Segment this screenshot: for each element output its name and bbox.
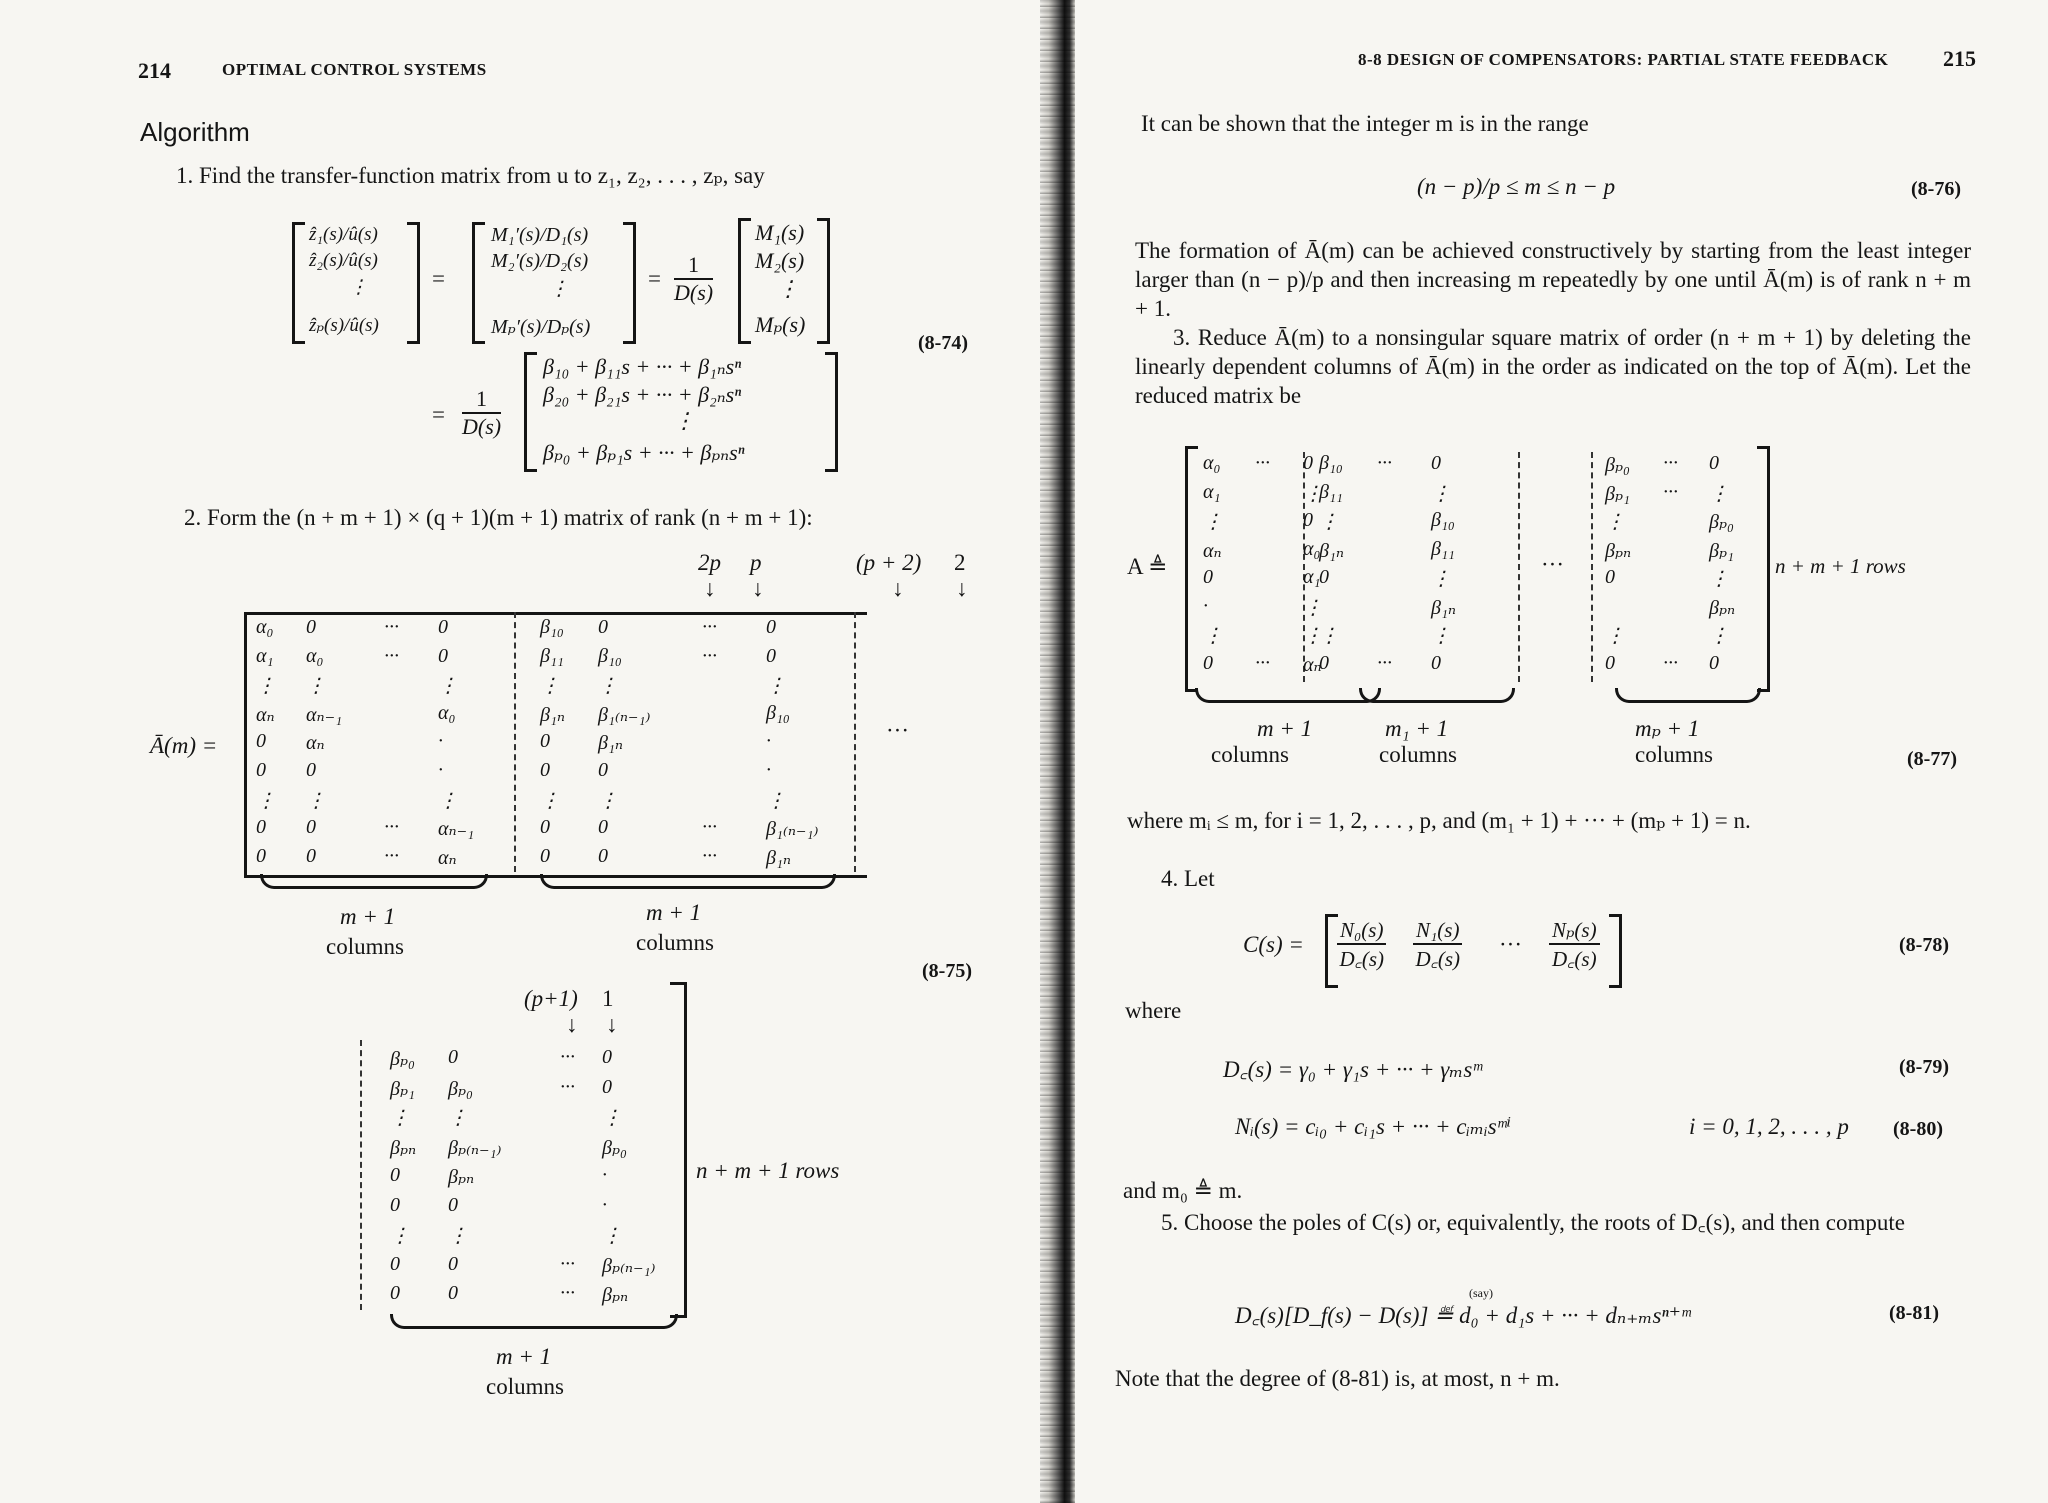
eq-number-8-77: (8-77) bbox=[1907, 748, 1957, 770]
betap-r7-c4: ⋮ bbox=[602, 1225, 622, 1247]
A-rows-label: n + m + 1 rows bbox=[1775, 554, 1906, 578]
A1-r8-c2: ··· bbox=[1255, 651, 1270, 674]
A-ellipsis: ··· bbox=[1541, 552, 1564, 577]
alpha-r9-c2: 0 bbox=[306, 844, 316, 867]
paragraph-formation: The formation of Ā(m) can be achieved constructively by starting from the least integer larger than (n − p)/p and then increasing m repeatedly by one until Ā(m) is of rank n + m + 1. bbox=[1135, 238, 1971, 321]
where-condition: where mᵢ ≤ m, for i = 1, 2, . . . , p, and (m₁ + 1) + ··· + (mₚ + 1) = n. bbox=[1127, 808, 1751, 833]
A1-r5-c3: α₁ bbox=[1303, 566, 1321, 588]
betap-r4-c1: βₚₙ bbox=[390, 1136, 417, 1159]
betap-r5-c2: βₚₙ bbox=[448, 1166, 475, 1188]
lhs-row-2: ẑ₂(s)/û(s) bbox=[309, 250, 378, 271]
right-row-4: Mₚ(s) bbox=[755, 312, 806, 337]
betap-r2-c3: ··· bbox=[560, 1075, 575, 1098]
A2-r2-c3: ⋮ bbox=[1431, 482, 1451, 505]
lhs-row-1: ẑ₁(s)/û(s) bbox=[309, 224, 378, 245]
alpha-r4-c4: α₀ bbox=[438, 701, 456, 724]
betap-r2-c4: 0 bbox=[602, 1075, 612, 1098]
eq-number-8-80: (8-80) bbox=[1893, 1118, 1943, 1140]
A2-r8-c1: 0 bbox=[1319, 651, 1329, 674]
beta-row-3: ⋮ bbox=[673, 408, 695, 433]
beta1-r9-c2: 0 bbox=[598, 844, 608, 867]
A3-r8-c3: 0 bbox=[1709, 651, 1719, 674]
A2-r1-c3: 0 bbox=[1431, 452, 1441, 474]
C-entry-p: $\frac{\text{Nₚ(s)}}{D꜀(s)}$ bbox=[1549, 918, 1600, 973]
alpha-r8-c1: 0 bbox=[256, 816, 266, 839]
alpha-r9-c1: 0 bbox=[256, 844, 266, 867]
right-running-head: 8-8 DESIGN OF COMPENSATORS: PARTIAL STATE FEEDBACK bbox=[1358, 50, 1889, 69]
A1-r4-c3: α₀ bbox=[1303, 537, 1321, 560]
A3-r5-c1: 0 bbox=[1605, 566, 1615, 588]
betap-r7-c1: ⋮ bbox=[390, 1225, 410, 1247]
A3-r2-c1: βₚ₁ bbox=[1605, 482, 1630, 505]
A1-r6-c1: · bbox=[1203, 594, 1208, 617]
beta1-r7-c2: ⋮ bbox=[598, 789, 618, 812]
lhs-row-4: ẑₚ(s)/û(s) bbox=[309, 315, 379, 336]
marker-p: p bbox=[750, 550, 762, 575]
eq-8-81-say: (say) bbox=[1469, 1286, 1493, 1300]
beta1-r1-c4: 0 bbox=[766, 616, 776, 638]
beta1-r4-c2: β₁₍ₙ₋₁₎ bbox=[598, 703, 651, 726]
eq-8-79: D꜀(s) = γ₀ + γ₁s + ··· + γₘsᵐ bbox=[1223, 1057, 1482, 1082]
A3-r1-c1: βₚ₀ bbox=[1605, 454, 1630, 476]
A-brace-3 bbox=[1615, 688, 1761, 703]
beta1-r8-c1: 0 bbox=[540, 816, 550, 839]
brace-3 bbox=[390, 1314, 678, 1329]
A2-r7-c3: ⋮ bbox=[1431, 625, 1451, 647]
A2-r5-c1: 0 bbox=[1319, 566, 1329, 588]
beta1-r2-c3: ··· bbox=[702, 644, 717, 667]
and-m0: and m₀ ≜ m. bbox=[1123, 1178, 1243, 1203]
marker-2: 2 bbox=[954, 550, 966, 575]
betap-r3-c2: ⋮ bbox=[448, 1107, 468, 1129]
step-1: 1. Find the transfer-function matrix from u to z₁, z₂, . . . , zₚ, say bbox=[176, 163, 765, 188]
A-label-1: m + 1 bbox=[1257, 716, 1313, 741]
A1-r4-c1: αₙ bbox=[1203, 539, 1222, 562]
brace-1 bbox=[260, 874, 488, 889]
left-page: 214 OPTIMAL CONTROL SYSTEMS Algorithm 1. Find the transfer-function matrix from u to z₁, z₂, . . . , zₚ, say ẑ₁(s)/û(s) ẑ₂(s)/û(s) ⋮ ẑₚ(s)/û(s) = M₁′(s)/D₁(s) M₂′(s)/D₂(s) ⋮ Mₚ′(s)/Dₚ(s) = $\frac{1}{D(s)}$ M₁(s) M₂(s) ⋮ Mₚ(s) (8-74) = $\frac{1}{D(s)}$ β₁₀ + β₁₁s + ··· + β₁ₙsⁿ β₂₀ + β₂₁s + ··· + β₂ₙsⁿ ⋮ βₚ₀ + βₚ₁s + ··· + βₚₙsⁿ 2. Form the (n + m + 1) × (q + 1)(m + 1) matrix of rank (n + m + 1): 2p p (p + 2) 2 ↓ ↓ ↓ ↓ Ā(m) = α₀ 0 ··· 0 α₁ α₀ ··· 0 ⋮ ⋮ ⋮ αₙ αₙ₋₁ α₀ 0 αₙ · 0 0 · ⋮ ⋮ ⋮ 0 0 ··· αₙ₋₁ 0 0 ··· αₙ β₁₀ 0 ··· 0 β₁₁ β₁₀ ··· 0 ⋮ ⋮ ⋮ β₁ₙ β₁₍ₙ₋₁₎ β₁₀ 0 β₁ₙ · 0 0 · ⋮ ⋮ ⋮ 0 0 ··· β₁₍ₙ₋₁₎ 0 0 ··· β₁ₙ ··· m + 1 columns m + 1 columns (8-75) (p+1) 1 ↓ ↓ βₚ₀ 0 ··· 0 βₚ₁ βₚ₀ ··· 0 ⋮ ⋮ ⋮ βₚₙ βₚ₍ₙ₋₁₎ βₚ₀ 0 βₚₙ · 0 0 · ⋮ ⋮ ⋮ 0 0 ··· βₚ₍ₙ₋₁₎ 0 0 ··· βₚₙ n + m + 1 rows m + 1 columns bbox=[138, 58, 972, 1399]
A3-r8-c1: 0 bbox=[1605, 651, 1615, 674]
beta1-r5-c2: β₁ₙ bbox=[598, 732, 624, 755]
alpha-r2-c4: 0 bbox=[438, 644, 448, 667]
A1-r7-c1: ⋮ bbox=[1203, 625, 1223, 647]
marker-1: 1 bbox=[602, 986, 614, 1011]
A-right-bracket bbox=[1757, 446, 1770, 692]
mid-row-2: M₂′(s)/D₂(s) bbox=[491, 250, 589, 272]
A1-r6-c3: ⋮ bbox=[1303, 596, 1323, 619]
betap-r9-c1: 0 bbox=[390, 1282, 400, 1304]
lhs-A-bar-m: Ā(m) = bbox=[150, 733, 218, 758]
beta-row-1: β₁₀ + β₁₁s + ··· + β₁ₙsⁿ bbox=[543, 354, 742, 379]
A1-r1-c2: ··· bbox=[1255, 452, 1270, 474]
eq-8-76: (n − p)/p ≤ m ≤ n − p bbox=[1417, 174, 1616, 199]
alpha-r7-c2: ⋮ bbox=[306, 789, 326, 812]
alpha-r7-c1: ⋮ bbox=[256, 789, 276, 812]
alpha-r5-c2: αₙ bbox=[306, 732, 325, 755]
betap-r1-c2: 0 bbox=[448, 1046, 458, 1068]
A-label-2-columns: columns bbox=[1379, 742, 1457, 767]
A2-r2-c1: β₁₁ bbox=[1319, 480, 1343, 503]
brace2-label: m + 1 bbox=[646, 900, 702, 925]
betap-r5-c4: · bbox=[602, 1164, 607, 1186]
A-brace-2 bbox=[1359, 688, 1515, 703]
alpha-r6-c4: · bbox=[438, 759, 443, 781]
alpha-r9-c4: αₙ bbox=[438, 846, 457, 869]
A2-r8-c3: 0 bbox=[1431, 651, 1441, 674]
C-dots: ··· bbox=[1499, 932, 1522, 957]
betap-r8-c3: ··· bbox=[560, 1252, 575, 1275]
eq-8-81: D꜀(s)[D_f(s) − D(s)] ≝ d₀ + d₁s + ··· + dₙ₊ₘsⁿ⁺ᵐ bbox=[1235, 1303, 1691, 1328]
betap-r1-c4: 0 bbox=[602, 1046, 612, 1068]
A1-r3-c1: ⋮ bbox=[1203, 511, 1223, 533]
brace-2 bbox=[540, 874, 836, 889]
alpha-r3-c2: ⋮ bbox=[306, 675, 326, 698]
step-2: 2. Form the (n + m + 1) × (q + 1)(m + 1) matrix of rank (n + m + 1): bbox=[184, 505, 813, 530]
beta1-r5-c1: 0 bbox=[540, 730, 550, 753]
alpha-r5-c1: 0 bbox=[256, 730, 266, 753]
A1-r8-c3: αₙ bbox=[1303, 653, 1322, 676]
A2-r5-c3: ⋮ bbox=[1431, 568, 1451, 590]
beta-matrix bbox=[524, 352, 838, 472]
betap-r6-c2: 0 bbox=[448, 1193, 458, 1216]
marker-2p: 2p bbox=[698, 550, 721, 575]
beta1-r7-c4: ⋮ bbox=[766, 789, 786, 812]
alpha-r5-c4: · bbox=[438, 730, 443, 753]
A2-r3-c1: ⋮ bbox=[1319, 511, 1339, 533]
eq-8-80-condition: i = 0, 1, 2, . . . , p bbox=[1689, 1114, 1849, 1139]
where-label: where bbox=[1125, 998, 1182, 1023]
A3-r8-c2: ··· bbox=[1663, 651, 1678, 674]
betap-r1-c1: βₚ₀ bbox=[390, 1048, 415, 1070]
alpha-r2-c2: α₀ bbox=[306, 644, 324, 667]
betap-r4-c2: βₚ₍ₙ₋₁₎ bbox=[448, 1136, 502, 1159]
mid-row-1: M₁′(s)/D₁(s) bbox=[491, 224, 589, 246]
betap-r8-c2: 0 bbox=[448, 1252, 458, 1275]
eq-number-8-74: (8-74) bbox=[918, 332, 968, 354]
A3-r1-c3: 0 bbox=[1709, 452, 1719, 474]
marker-p-plus-2: (p + 2) bbox=[856, 550, 922, 575]
beta1-r8-c2: 0 bbox=[598, 816, 608, 839]
block-ellipsis: ··· bbox=[886, 718, 909, 743]
A-brace-1 bbox=[1195, 688, 1381, 703]
betap-r5-c1: 0 bbox=[390, 1164, 400, 1186]
step-5: 5. Choose the poles of C(s) or, equivalently, the roots of D꜀(s), and then compute bbox=[1161, 1210, 1905, 1235]
A1-r1-c1: α₀ bbox=[1203, 452, 1221, 474]
alpha-r2-c3: ··· bbox=[384, 644, 399, 667]
beta1-r4-c1: β₁ₙ bbox=[540, 703, 566, 726]
betap-r2-c2: βₚ₀ bbox=[448, 1077, 473, 1100]
A1-r5-c1: 0 bbox=[1203, 566, 1213, 588]
betap-r7-c2: ⋮ bbox=[448, 1225, 468, 1247]
lhs-A: A ≜ bbox=[1127, 554, 1168, 579]
right-row-3: ⋮ bbox=[777, 276, 799, 301]
A3-r2-c2: ··· bbox=[1663, 480, 1678, 503]
alpha-r8-c2: 0 bbox=[306, 816, 316, 839]
mid-row-3: ⋮ bbox=[549, 278, 569, 300]
betap-r8-c1: 0 bbox=[390, 1252, 400, 1275]
frac-1-over-D: $\frac{1}{D(s)}$ bbox=[674, 252, 714, 305]
alpha-r1-c4: 0 bbox=[438, 616, 448, 638]
C-entry-0: $\frac{\text{N₀(s)}}{D꜀(s)}$ bbox=[1337, 918, 1386, 973]
alpha-r3-c4: ⋮ bbox=[438, 675, 458, 698]
beta1-r3-c2: ⋮ bbox=[598, 675, 618, 698]
brace2-columns: columns bbox=[636, 930, 714, 955]
lhs-row-3: ⋮ bbox=[349, 277, 368, 298]
brace1-columns: columns bbox=[326, 934, 404, 959]
betap-r2-c1: βₚ₁ bbox=[390, 1077, 415, 1100]
A2-r4-c1: β₁ₙ bbox=[1319, 539, 1345, 562]
beta1-r2-c4: 0 bbox=[766, 644, 776, 667]
brace3-label: m + 1 bbox=[496, 1344, 552, 1369]
alpha-r7-c4: ⋮ bbox=[438, 789, 458, 812]
alpha-r6-c1: 0 bbox=[256, 759, 266, 781]
left-running-head: OPTIMAL CONTROL SYSTEMS bbox=[222, 60, 487, 79]
alpha-r8-c3: ··· bbox=[384, 816, 399, 839]
alpha-r1-c3: ··· bbox=[384, 616, 399, 638]
right-page-number: 215 bbox=[1943, 46, 1976, 71]
beta-row-2: β₂₀ + β₂₁s + ··· + β₂ₙsⁿ bbox=[543, 382, 742, 407]
betap-r9-c2: 0 bbox=[448, 1282, 458, 1304]
betap-r6-c4: · bbox=[602, 1193, 607, 1216]
eq-number-8-78: (8-78) bbox=[1899, 934, 1949, 956]
betap-r1-c3: ··· bbox=[560, 1046, 575, 1068]
betap-r9-c4: βₚₙ bbox=[602, 1284, 629, 1306]
beta1-r6-c4: · bbox=[766, 759, 771, 781]
beta1-r6-c2: 0 bbox=[598, 759, 608, 781]
A2-r6-c3: β₁ₙ bbox=[1431, 596, 1457, 619]
eq-number-8-75: (8-75) bbox=[922, 960, 972, 982]
A-bar-matrix-right-bracket bbox=[670, 982, 687, 1318]
A1-r7-c3: ⋮ bbox=[1303, 625, 1323, 647]
beta-row-4: βₚ₀ + βₚ₁s + ··· + βₚₙsⁿ bbox=[543, 440, 745, 465]
beta1-r5-c4: · bbox=[766, 730, 771, 753]
beta1-r3-c4: ⋮ bbox=[766, 675, 786, 698]
alpha-r4-c2: αₙ₋₁ bbox=[306, 703, 343, 726]
A2-r8-c2: ··· bbox=[1377, 651, 1392, 674]
A-left-bracket bbox=[1185, 446, 1198, 692]
betap-r3-c1: ⋮ bbox=[390, 1107, 410, 1129]
A3-r1-c2: ··· bbox=[1663, 452, 1678, 474]
C-lhs: C(s) = bbox=[1243, 932, 1304, 957]
marker-p-plus-1: (p+1) bbox=[524, 986, 578, 1011]
step-3: 3. Reduce Ā(m) to a nonsingular square matrix of order (n + m + 1) by deleting the linearly dependent columns of Ā(m) in the order as indicated on the top of Ā(m). Let the reduced matrix be bbox=[1135, 325, 1971, 408]
A3-r3-c1: ⋮ bbox=[1605, 511, 1625, 533]
alpha-r4-c1: αₙ bbox=[256, 703, 275, 726]
mid-matrix bbox=[472, 222, 636, 344]
alpha-r1-c2: 0 bbox=[306, 616, 316, 638]
eq-number-8-81: (8-81) bbox=[1889, 1302, 1939, 1324]
A2-r1-c1: β₁₀ bbox=[1319, 452, 1343, 474]
mid-row-4: Mₚ′(s)/Dₚ(s) bbox=[491, 316, 591, 338]
A3-r6-c3: βₚₙ bbox=[1709, 596, 1736, 619]
beta1-r7-c1: ⋮ bbox=[540, 789, 560, 812]
right-matrix bbox=[738, 218, 830, 344]
A3-r4-c3: βₚ₁ bbox=[1709, 539, 1734, 562]
step-4: 4. Let bbox=[1161, 866, 1215, 891]
A3-r7-c1: ⋮ bbox=[1605, 625, 1625, 647]
A2-r4-c3: β₁₁ bbox=[1431, 537, 1455, 560]
eq-number-8-76: (8-76) bbox=[1911, 178, 1961, 200]
A2-r1-c2: ··· bbox=[1377, 452, 1392, 474]
beta1-r9-c3: ··· bbox=[702, 844, 717, 867]
intro-line: It can be shown that the integer m is in the range bbox=[1141, 111, 1589, 136]
right-page bbox=[1075, 0, 2048, 1503]
A3-r5-c3: ⋮ bbox=[1709, 568, 1729, 590]
alpha-r1-c1: α₀ bbox=[256, 616, 274, 638]
A3-r4-c1: βₚₙ bbox=[1605, 539, 1632, 562]
C-entry-1: $\frac{\text{N₁(s)}}{D꜀(s)}$ bbox=[1413, 918, 1462, 973]
A3-r7-c3: ⋮ bbox=[1709, 625, 1729, 647]
book-gutter bbox=[1040, 0, 1075, 1503]
lhs-matrix bbox=[292, 222, 420, 344]
beta1-r1-c1: β₁₀ bbox=[540, 616, 564, 638]
alpha-r3-c1: ⋮ bbox=[256, 675, 276, 698]
beta1-r8-c4: β₁₍ₙ₋₁₎ bbox=[766, 818, 819, 841]
left-page-number: 214 bbox=[138, 58, 171, 83]
A2-r7-c1: ⋮ bbox=[1319, 625, 1339, 647]
beta1-r9-c4: β₁ₙ bbox=[766, 846, 792, 869]
A-label-3: mₚ + 1 bbox=[1635, 716, 1700, 741]
beta1-r1-c3: ··· bbox=[702, 616, 717, 638]
beta1-r4-c4: β₁₀ bbox=[766, 701, 790, 724]
A-label-3-columns: columns bbox=[1635, 742, 1713, 767]
beta1-r1-c2: 0 bbox=[598, 616, 608, 638]
A1-r1-c3: 0 bbox=[1303, 452, 1313, 474]
A1-r2-c3: ⋮ bbox=[1303, 482, 1323, 505]
alpha-r2-c1: α₁ bbox=[256, 644, 274, 667]
beta1-r8-c3: ··· bbox=[702, 816, 717, 839]
A1-r2-c1: α₁ bbox=[1203, 480, 1221, 503]
betap-r3-c4: ⋮ bbox=[602, 1107, 622, 1129]
A3-r3-c3: βₚ₀ bbox=[1709, 511, 1734, 533]
betap-r8-c4: βₚ₍ₙ₋₁₎ bbox=[602, 1254, 656, 1277]
A1-r3-c3: 0 bbox=[1303, 509, 1313, 531]
betap-r6-c1: 0 bbox=[390, 1193, 400, 1216]
eq-8-80: Nᵢ(s) = cᵢ₀ + cᵢ₁s + ··· + cᵢₘᵢsᵐⁱ bbox=[1235, 1114, 1511, 1139]
frac-1-over-D-2: $\frac{1}{D(s)}$ bbox=[462, 386, 502, 439]
right-row-1: M₁(s) bbox=[755, 220, 805, 245]
rows-label: n + m + 1 rows bbox=[696, 1158, 840, 1183]
alpha-r8-c4: αₙ₋₁ bbox=[438, 818, 475, 841]
beta1-r6-c1: 0 bbox=[540, 759, 550, 781]
beta1-r9-c1: 0 bbox=[540, 844, 550, 867]
A-label-1-columns: columns bbox=[1211, 742, 1289, 767]
eq-number-8-79: (8-79) bbox=[1899, 1056, 1949, 1078]
brace1-label: m + 1 bbox=[340, 904, 396, 929]
beta1-r2-c2: β₁₀ bbox=[598, 644, 622, 667]
note-degree: Note that the degree of (8-81) is, at most, n + m. bbox=[1115, 1366, 1560, 1391]
right-row-2: M₂(s) bbox=[755, 248, 805, 273]
beta1-r3-c1: ⋮ bbox=[540, 675, 560, 698]
alpha-r9-c3: ··· bbox=[384, 844, 399, 867]
A1-r8-c1: 0 bbox=[1203, 651, 1213, 674]
algorithm-heading: Algorithm bbox=[140, 117, 250, 147]
betap-r4-c4: βₚ₀ bbox=[602, 1136, 627, 1159]
A-label-2: m₁ + 1 bbox=[1385, 716, 1449, 741]
A2-r3-c3: β₁₀ bbox=[1431, 509, 1455, 531]
A3-r2-c3: ⋮ bbox=[1709, 482, 1729, 505]
alpha-r6-c2: 0 bbox=[306, 759, 316, 781]
brace3-columns: columns bbox=[486, 1374, 564, 1399]
betap-r9-c3: ··· bbox=[560, 1282, 575, 1304]
beta1-r2-c1: β₁₁ bbox=[540, 644, 564, 667]
